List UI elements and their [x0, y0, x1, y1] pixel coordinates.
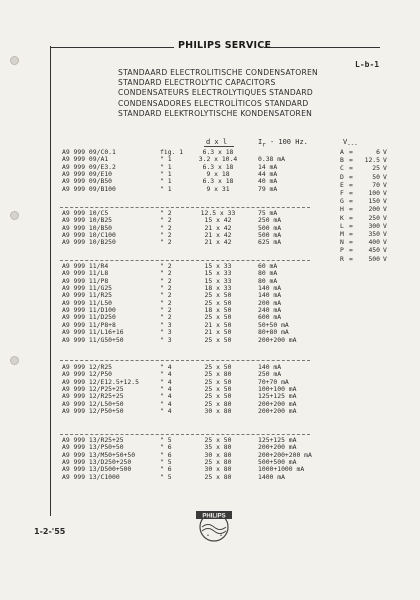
ripple-current: 200 mA — [258, 298, 282, 307]
figure-ref: " 2 — [160, 231, 172, 240]
voltage-unit: V — [383, 246, 387, 255]
figure-ref: " 1 — [160, 177, 172, 186]
ripple-current: 40 mA — [258, 177, 278, 186]
punch-hole — [10, 356, 19, 365]
voltage-value: 70 — [372, 180, 380, 189]
equals-sign: = — [349, 197, 353, 206]
dimensions: 25 x 80 — [204, 458, 232, 467]
dimensions: 25 x 80 — [204, 370, 232, 379]
dimensions: 25 x 50 — [204, 385, 232, 394]
ripple-current: 0.38 mA — [258, 155, 285, 164]
dimensions: 6.3 x 18 — [202, 148, 234, 156]
group-separator — [60, 260, 310, 261]
figure-ref: " 6 — [160, 465, 172, 474]
dimensions: 3.2 x 10.4 — [198, 155, 238, 164]
ripple-current: 79 mA — [258, 184, 278, 193]
voltage-letter: R — [340, 254, 344, 263]
figure-ref: " 2 — [160, 276, 172, 285]
voltage-letter: N — [340, 238, 344, 247]
equals-sign: = — [349, 230, 353, 238]
voltage-unit: V — [383, 148, 387, 156]
type-number: A9 999 12/P25+25 — [62, 385, 124, 394]
figure-ref: " 4 — [160, 385, 172, 394]
figure-ref: " 2 — [160, 209, 172, 217]
dimensions: 15 x 33 — [204, 269, 232, 278]
figure-ref: " 1 — [160, 184, 172, 193]
equals-sign: = — [349, 238, 353, 247]
equals-sign: = — [349, 148, 353, 156]
type-number: A9 999 10/B250 — [62, 238, 116, 247]
page-reference: L-b-1 — [355, 60, 380, 69]
ripple-current: 625 mA — [258, 238, 282, 247]
dimensions: 25 x 80 — [204, 399, 232, 408]
document-date: 1-2-'55 — [34, 527, 66, 536]
voltage-unit: V — [383, 164, 387, 173]
voltage-unit: V — [383, 213, 387, 222]
dimensions: 25 x 80 — [204, 472, 232, 481]
voltage-value: 450 — [368, 246, 380, 255]
type-number: A9 999 09/B50 — [62, 177, 113, 186]
type-number: A9 999 09/A1 — [62, 155, 109, 164]
philips-logo-text: PHILIPS — [202, 513, 226, 520]
dimensions: 6.3 x 18 — [202, 177, 234, 186]
voltage-unit: V — [383, 205, 387, 214]
voltage-unit: V — [383, 172, 387, 181]
type-number: A9 999 12/P50 — [62, 370, 113, 379]
figure-ref: " 5 — [160, 436, 172, 444]
voltage-value: 6 — [376, 148, 380, 156]
equals-sign: = — [349, 254, 353, 263]
voltage-unit: V — [383, 221, 387, 230]
dimensions: 18 x 50 — [204, 306, 232, 315]
dimensions: 18 x 33 — [204, 284, 232, 293]
type-number: A9 999 09/B100 — [62, 184, 116, 193]
voltage-letter: P — [340, 246, 344, 255]
type-number: A9 999 12/E12.5+12.5 — [62, 377, 139, 386]
ripple-current: 75 mA — [258, 209, 278, 217]
title-english: STANDARD ELECTROLYTIC CAPACITORS — [118, 78, 276, 88]
title-german: STANDARD ELEKTROLYTISCHE KONDENSATOREN — [118, 108, 313, 118]
ripple-current: 200+200 mA — [258, 407, 297, 416]
type-number: A9 999 13/D500+500 — [62, 465, 132, 474]
voltage-letter: H — [340, 205, 344, 214]
philips-logo — [194, 505, 234, 545]
voltage-value: 400 — [368, 238, 380, 247]
header-rule-left — [50, 47, 174, 48]
dimensions: 25 x 50 — [204, 313, 232, 322]
equals-sign: = — [349, 205, 353, 214]
ripple-current: 200+200+200 mA — [258, 450, 312, 459]
group-separator — [60, 434, 310, 435]
type-number: A9 999 12/R25+25 — [62, 392, 124, 401]
voltage-value: 100 — [368, 189, 380, 197]
group-separator — [60, 207, 310, 208]
dimensions: 30 x 80 — [204, 465, 232, 474]
ripple-current: 140 mA — [258, 284, 282, 293]
voltage-value: 200 — [368, 205, 380, 214]
equals-sign: = — [349, 180, 353, 189]
figure-ref: " 2 — [160, 238, 172, 247]
figure-ref: " 4 — [160, 370, 172, 379]
column-header-underline — [204, 146, 234, 147]
type-number: A9 999 10/C100 — [62, 231, 116, 240]
dimensions: 15 x 33 — [204, 262, 232, 270]
column-header-current: $I_r - 100$ Hz. — [258, 138, 308, 149]
voltage-letter: L — [340, 221, 344, 230]
voltage-letter: G — [340, 197, 344, 206]
voltage-letter: F — [340, 189, 344, 197]
punch-hole — [10, 211, 19, 220]
type-number: A9 999 12/L50+50 — [62, 399, 124, 408]
figure-ref: " 2 — [160, 306, 172, 315]
dimensions: 21 x 42 — [204, 238, 232, 247]
dimensions: 25 x 50 — [204, 377, 232, 386]
type-number: A9 999 11/P8 — [62, 276, 109, 285]
voltage-value: 25 — [372, 164, 380, 173]
dimensions: 21 x 50 — [204, 320, 232, 329]
figure-ref: " 4 — [160, 377, 172, 386]
dimensions: 21 x 42 — [204, 223, 232, 232]
dimensions: 25 x 50 — [204, 291, 232, 300]
ripple-current: 600 mA — [258, 313, 282, 322]
type-number: A9 999 11/L50 — [62, 298, 113, 307]
dimensions: 25 x 50 — [204, 392, 232, 401]
type-number: A9 999 13/R25+25 — [62, 436, 124, 444]
ripple-current: 14 mA — [258, 162, 278, 171]
ripple-current: 1000+1000 mA — [258, 465, 305, 474]
type-number: A9 999 11/G50+50 — [62, 335, 124, 344]
ripple-current: 60 mA — [258, 262, 278, 270]
figure-ref: " 4 — [160, 392, 172, 401]
voltage-value: 350 — [368, 230, 380, 238]
figure-ref: " 5 — [160, 472, 172, 481]
type-number: A9 999 11/L8 — [62, 269, 109, 278]
figure-ref: " 2 — [160, 284, 172, 293]
figure-ref: " 4 — [160, 363, 172, 371]
voltage-letter: C — [340, 164, 344, 173]
voltage-value: 300 — [368, 221, 380, 230]
voltage-value: 500 — [368, 254, 380, 263]
ripple-current: 250 mA — [258, 370, 282, 379]
ripple-current: 250 mA — [258, 216, 282, 225]
ripple-current: 44 mA — [258, 170, 278, 179]
dimensions: 25 x 50 — [204, 335, 232, 344]
figure-ref: " 6 — [160, 443, 172, 452]
voltage-unit: V — [383, 180, 387, 189]
type-number: A9 999 13/P50+50 — [62, 443, 124, 452]
voltage-unit: V — [383, 238, 387, 247]
dimensions: 30 x 80 — [204, 450, 232, 459]
voltage-letter: B — [340, 156, 344, 165]
type-number: A9 999 10/C5 — [62, 209, 109, 217]
header-title: PHILIPS SERVICE — [178, 40, 272, 51]
type-number: A9 999 13/M50+50+50 — [62, 450, 136, 459]
type-number: A9 999 10/B25 — [62, 216, 113, 225]
dimensions: 35 x 80 — [204, 443, 232, 452]
figure-ref: " 5 — [160, 458, 172, 467]
figure-ref: fig. 1 — [160, 148, 184, 156]
dimensions: 6.3 x 18 — [202, 162, 234, 171]
voltage-unit: V — [383, 230, 387, 238]
figure-ref: " 3 — [160, 335, 172, 344]
type-number: A9 999 13/D250+250 — [62, 458, 132, 467]
voltage-letter: A — [340, 148, 344, 156]
type-number: A9 999 10/B50 — [62, 223, 113, 232]
title-french: CONDENSATEURS ELECTROLYTIQUES STANDARD — [118, 88, 313, 98]
ripple-current: 500 mA — [258, 231, 282, 240]
equals-sign: = — [349, 246, 353, 255]
group-separator — [60, 360, 310, 361]
ripple-current: 500+500 mA — [258, 458, 297, 467]
figure-ref: " 2 — [160, 269, 172, 278]
dimensions: 15 x 42 — [204, 216, 232, 225]
dimensions: 25 x 50 — [204, 436, 232, 444]
ripple-current: 140 mA — [258, 363, 282, 371]
figure-ref: " 4 — [160, 399, 172, 408]
dimensions: 25 x 50 — [204, 298, 232, 307]
figure-ref: " 2 — [160, 291, 172, 300]
ripple-current: 140 mA — [258, 291, 282, 300]
equals-sign: = — [349, 221, 353, 230]
punch-hole — [10, 56, 19, 65]
column-header-voltage: $V_{---}$ — [343, 138, 358, 149]
figure-ref: " 1 — [160, 170, 172, 179]
figure-ref: " 2 — [160, 298, 172, 307]
left-margin-rule — [50, 46, 51, 516]
type-number: A9 999 13/C1000 — [62, 472, 120, 481]
dimensions: 21 x 50 — [204, 328, 232, 337]
title-spanish: CONDENSADORES ELECTROLÍTICOS STANDARD — [118, 98, 309, 108]
ripple-current: 80 mA — [258, 269, 278, 278]
title-dutch: STANDAARD ELECTROLITISCHE CONDENSATOREN — [118, 68, 318, 77]
figure-ref: " 2 — [160, 223, 172, 232]
type-number: A9 999 12/R25 — [62, 363, 113, 371]
voltage-value: 12.5 — [364, 156, 380, 165]
equals-sign: = — [349, 156, 353, 165]
document-titles — [118, 68, 318, 119]
type-number: A9 999 11/L16+16 — [62, 328, 124, 337]
type-number: A9 999 12/P50+50 — [62, 407, 124, 416]
voltage-letter: M — [340, 230, 344, 238]
voltage-value: 50 — [372, 172, 380, 181]
equals-sign: = — [349, 164, 353, 173]
equals-sign: = — [349, 172, 353, 181]
figure-ref: " 3 — [160, 320, 172, 329]
ripple-current: 240 mA — [258, 306, 282, 315]
figure-ref: " 2 — [160, 313, 172, 322]
figure-ref: " 1 — [160, 155, 172, 164]
dimensions: 9 x 31 — [206, 184, 230, 193]
type-number: A9 999 11/R25 — [62, 291, 113, 300]
column-header-dimensions: d x l — [206, 138, 228, 146]
voltage-value: 250 — [368, 213, 380, 222]
type-number: A9 999 09/E3.2 — [62, 162, 116, 171]
voltage-unit: V — [383, 254, 387, 263]
equals-sign: = — [349, 213, 353, 222]
type-number: A9 999 11/D100 — [62, 306, 116, 315]
figure-ref: " 3 — [160, 328, 172, 337]
ripple-current: 200+200 mA — [258, 399, 297, 408]
voltage-letter: D — [340, 172, 344, 181]
type-number: A9 999 09/E10 — [62, 170, 113, 179]
ripple-current: 100+100 mA — [258, 385, 297, 394]
ripple-current: 80+80 mA — [258, 328, 289, 337]
header-rule-right — [264, 47, 380, 48]
type-number: A9 999 11/P8+8 — [62, 320, 116, 329]
type-number: A9 999 11/R4 — [62, 262, 109, 270]
ripple-current: 200+200 mA — [258, 335, 297, 344]
ripple-current: 80 mA — [258, 276, 278, 285]
dimensions: 12.5 x 33 — [200, 209, 236, 217]
voltage-unit: V — [383, 189, 387, 197]
ripple-current: 125+125 mA — [258, 392, 297, 401]
voltage-unit: V — [383, 197, 387, 206]
figure-ref: " 2 — [160, 262, 172, 270]
ripple-current: 50+50 mA — [258, 320, 289, 329]
voltage-value: 150 — [368, 197, 380, 206]
dimensions: 30 x 80 — [204, 407, 232, 416]
dimensions: 21 x 42 — [204, 231, 232, 240]
dimensions: 15 x 33 — [204, 276, 232, 285]
equals-sign: = — [349, 189, 353, 197]
figure-ref: " 6 — [160, 450, 172, 459]
voltage-letter: E — [340, 180, 344, 189]
voltage-letter: K — [340, 213, 344, 222]
figure-ref: " 2 — [160, 216, 172, 225]
ripple-current: 125+125 mA — [258, 436, 297, 444]
figure-ref: " 1 — [160, 162, 172, 171]
figure-ref: " 4 — [160, 407, 172, 416]
ripple-current: 1400 mA — [258, 472, 285, 481]
ripple-current: 500 mA — [258, 223, 282, 232]
ripple-current: 200+200 mA — [258, 443, 297, 452]
dimensions: 9 x 18 — [206, 170, 230, 179]
dimensions: 25 x 50 — [204, 363, 232, 371]
type-number: A9 999 11/G25 — [62, 284, 113, 293]
ripple-current: 70+70 mA — [258, 377, 289, 386]
voltage-unit: V — [383, 156, 387, 165]
type-number: A9 999 09/C0.1 — [62, 148, 116, 156]
type-number: A9 999 11/D250 — [62, 313, 116, 322]
